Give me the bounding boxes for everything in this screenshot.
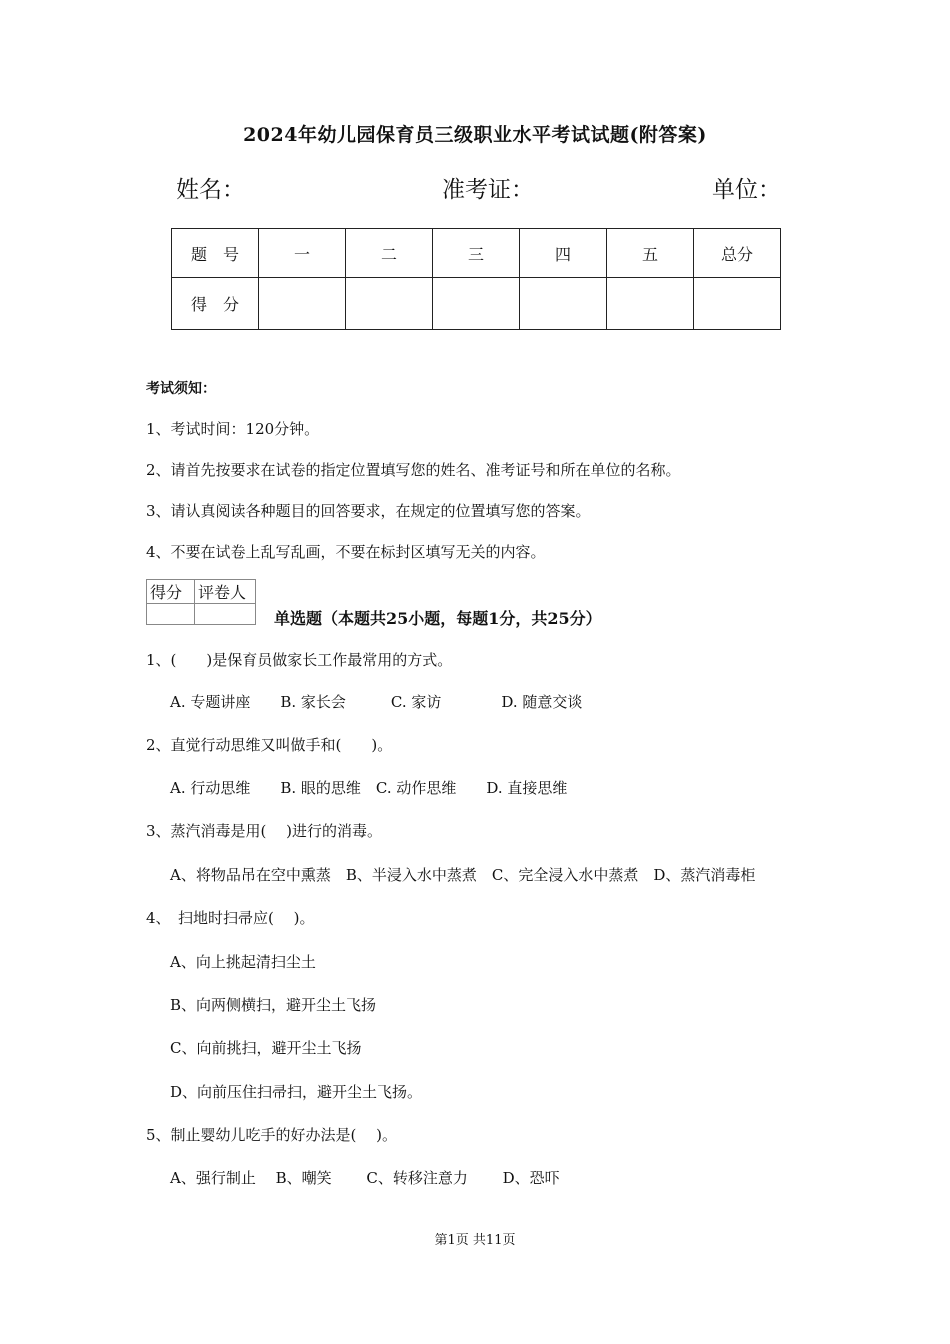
unit-label: 单位：: [712, 177, 781, 203]
score-table: [171, 228, 781, 330]
score-table-header-cell: 总分: [694, 229, 781, 278]
score-cell: [346, 278, 433, 330]
grader-box-grader-cell: [195, 604, 256, 625]
exam-id-label: 准考证：: [442, 177, 534, 203]
question-4-option-c: C、向前挑扫，避开尘土飞扬: [170, 1039, 362, 1057]
question-1-options: A. 专题讲座 B. 家长会 C. 家访 D. 随意交谈: [170, 693, 583, 711]
score-table-header-cell: 题 号: [172, 229, 259, 278]
grader-box: [146, 579, 256, 625]
question-1: 1、( )是保育员做家长工作最常用的方式。: [146, 651, 453, 669]
score-table-score-row: [172, 278, 781, 330]
score-table-header-cell: 三: [433, 229, 520, 278]
notice-item: 1、考试时间：120分钟。: [146, 420, 320, 438]
section-heading: 单选题（本题共25小题，每题1分，共25分）: [274, 609, 602, 628]
question-5-options: A、强行制止 B、嘲笑 C、转移注意力 D、恐吓: [170, 1169, 560, 1187]
name-label: 姓名：: [176, 177, 245, 203]
question-5: 5、制止婴幼儿吃手的好办法是( )。: [146, 1126, 398, 1144]
grader-box-score-label: 得分: [147, 580, 195, 604]
notice-heading: 考试须知：: [146, 381, 216, 397]
question-3-options: A、将物品吊在空中熏蒸 B、半浸入水中蒸煮 C、完全浸入水中蒸煮 D、蒸汽消毒柜: [170, 866, 756, 884]
score-table-header-cell: 四: [520, 229, 607, 278]
score-table-header-cell: 五: [607, 229, 694, 278]
question-4: 4、 扫地时扫帚应( )。: [146, 909, 315, 927]
question-2: 2、直觉行动思维又叫做手和( )。: [146, 736, 393, 754]
score-table-header-cell: 二: [346, 229, 433, 278]
notice-item: 3、请认真阅读各种题目的回答要求，在规定的位置填写您的答案。: [146, 502, 591, 520]
score-table-header-cell: 一: [259, 229, 346, 278]
score-cell: [259, 278, 346, 330]
grader-box-score-cell: [147, 604, 195, 625]
page-footer: 第1页 共11页: [434, 1233, 516, 1248]
question-4-option-b: B、向两侧横扫，避开尘土飞扬: [170, 996, 377, 1014]
score-cell: [694, 278, 781, 330]
document-title: 2024年幼儿园保育员三级职业水平考试试题(附答案): [243, 124, 707, 146]
question-4-option-a: A、向上挑起清扫尘土: [170, 953, 316, 971]
score-row-label: 得 分: [172, 278, 259, 330]
notice-item: 4、不要在试卷上乱写乱画，不要在标封区填写无关的内容。: [146, 543, 546, 561]
score-cell: [520, 278, 607, 330]
question-2-options: A. 行动思维 B. 眼的思维 C. 动作思维 D. 直接思维: [170, 779, 568, 797]
grader-box-grader-label: 评卷人: [195, 580, 256, 604]
notice-item: 2、请首先按要求在试卷的指定位置填写您的姓名、准考证号和所在单位的名称。: [146, 461, 681, 479]
question-4-option-d: D、向前压住扫帚扫，避开尘土飞扬。: [170, 1083, 423, 1101]
question-3: 3、蒸汽消毒是用( )进行的消毒。: [146, 822, 383, 840]
score-cell: [433, 278, 520, 330]
score-table-header-row: [172, 229, 781, 278]
score-cell: [607, 278, 694, 330]
